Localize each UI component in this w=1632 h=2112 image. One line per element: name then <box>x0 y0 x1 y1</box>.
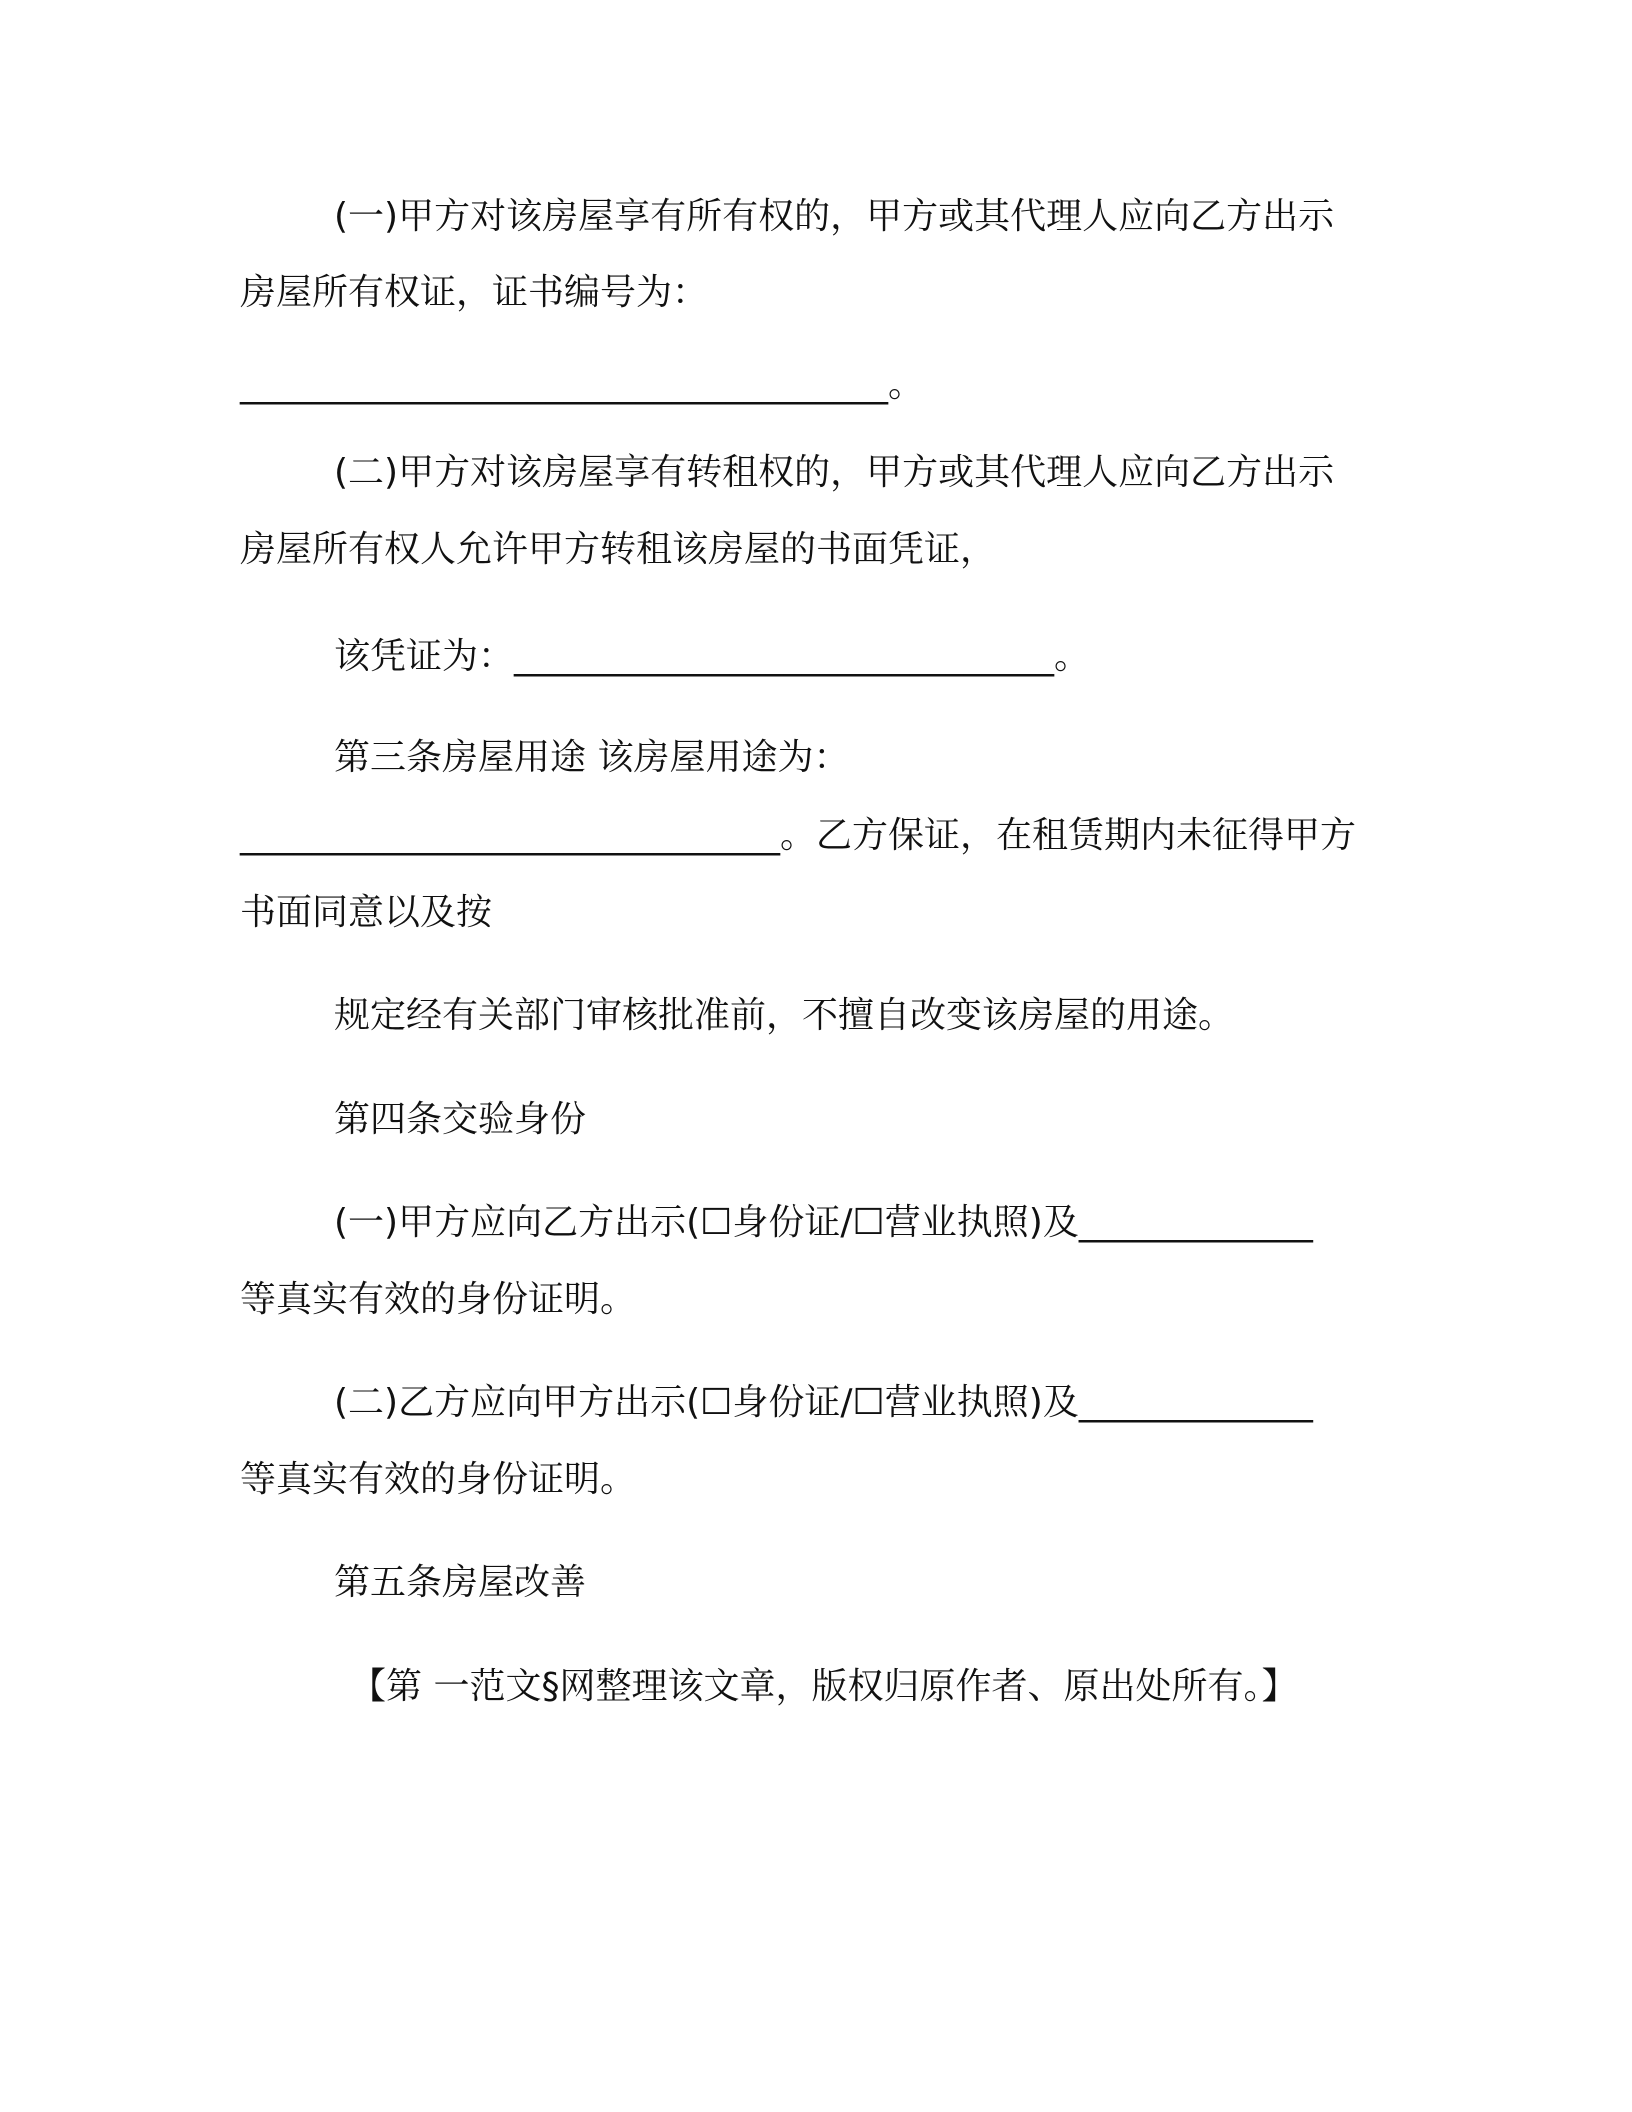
clause-4-1-line-2: 等真实有效的身份证明。 <box>240 1279 637 1320</box>
article-3-line-2: ______________________________。乙方保证，在租赁期内未征得甲方 <box>240 815 1357 856</box>
clause-2-2-line-1: (二)甲方对该房屋享有转租权的，甲方或其代理人应向乙方出示 <box>334 452 1335 493</box>
copyright-notice: 【第 一范文§网整理该文章，版权归原作者、原出处所有。】 <box>350 1666 1298 1707</box>
clause-2-2-line-2: 房屋所有权人允许甲方转租该房屋的书面凭证， <box>240 529 997 570</box>
clause-4-1-line-1: (一)甲方应向乙方出示(☐身份证/☐营业执照)及_____________ <box>334 1202 1313 1243</box>
clause-2-1-line-1: (一)甲方对该房屋享有所有权的，甲方或其代理人应向乙方出示 <box>334 196 1335 237</box>
article-4-heading: 第四条交验身份 <box>334 1099 587 1140</box>
clause-4-2-line-2: 等真实有效的身份证明。 <box>240 1459 637 1500</box>
voucher-blank-line: 该凭证为：______________________________。 <box>334 636 1091 677</box>
article-3-line-4: 规定经有关部门审核批准前，不擅自改变该房屋的用途。 <box>334 995 1235 1036</box>
clause-4-2-line-1: (二)乙方应向甲方出示(☐身份证/☐营业执照)及_____________ <box>334 1382 1313 1423</box>
certificate-number-blank: ____________________________________。 <box>240 364 924 405</box>
article-5-heading: 第五条房屋改善 <box>334 1562 587 1603</box>
clause-2-1-line-2: 房屋所有权证，证书编号为： <box>240 272 709 313</box>
article-3-heading: 第三条房屋用途 该房屋用途为： <box>334 737 850 778</box>
article-3-line-3: 书面同意以及按 <box>240 892 493 933</box>
